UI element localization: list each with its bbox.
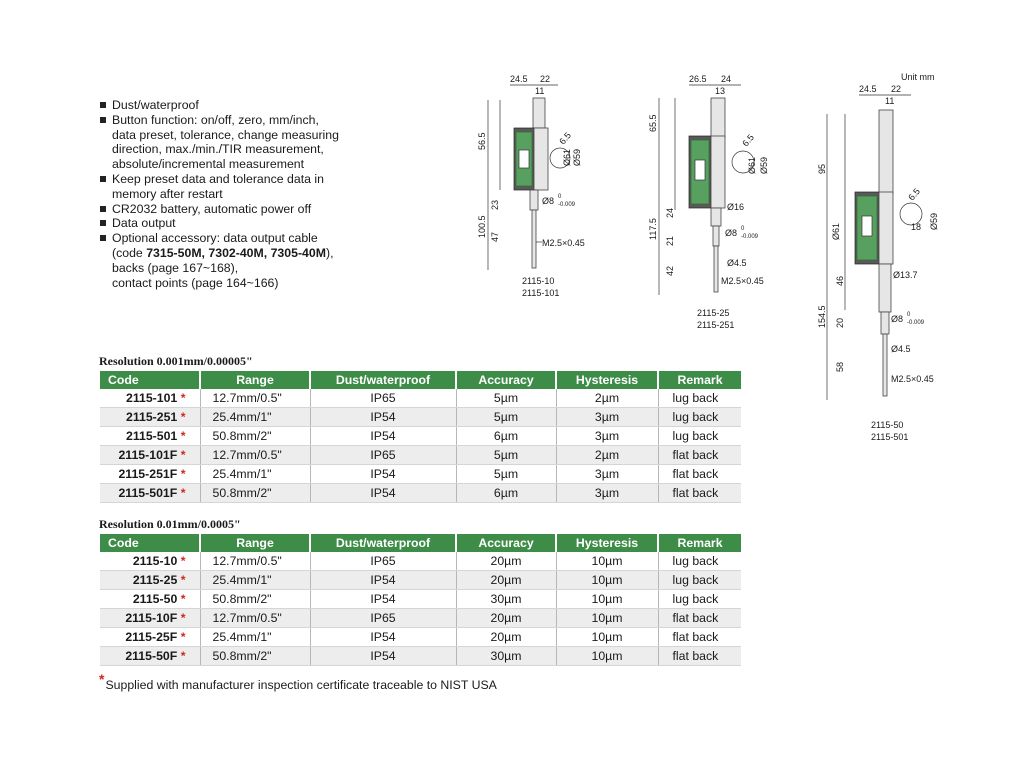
certificate-star: * — [180, 467, 186, 481]
table-row — [100, 389, 741, 408]
column-header: Code — [100, 534, 200, 552]
feature-line — [112, 231, 419, 246]
accuracy-cell: 20µm — [456, 609, 556, 628]
feature-text: Button function: on/off, zero, mm/inch, — [112, 112, 319, 127]
range-cell: 12.7mm/0.5" — [200, 552, 310, 571]
dim-h1: 56.5 — [477, 132, 487, 150]
table-row — [100, 609, 741, 628]
feature-text: Dust/waterproof — [112, 98, 199, 112]
dim-back: 6.5 — [906, 186, 923, 203]
dim-h2: 100.5 — [477, 215, 487, 238]
certificate-star: * — [180, 429, 186, 443]
hysteresis-cell: 10µm — [556, 571, 658, 590]
certificate-star: * — [180, 649, 186, 663]
table-header-row — [100, 371, 741, 389]
hysteresis-cell: 10µm — [556, 552, 658, 571]
ip-cell: IP54 — [310, 628, 456, 647]
dim-face: Ø59 — [929, 212, 939, 230]
resolution-title: Resolution 0.01mm/0.0005" — [99, 517, 241, 531]
dim-h5: 42 — [665, 265, 675, 276]
accuracy-cell: 30µm — [456, 647, 556, 666]
dim-top-b: 22 — [891, 84, 902, 94]
ip-cell: IP54 — [310, 571, 456, 590]
feature-text: data preset, tolerance, change measuring — [112, 127, 339, 142]
table-row — [100, 647, 741, 666]
remark-cell: flat back — [658, 465, 741, 484]
feature-line — [112, 246, 419, 261]
dim-h2: 117.5 — [648, 218, 658, 240]
remark-cell: lug back — [658, 389, 741, 408]
dim-back: 6.5 — [557, 130, 574, 147]
dim-thread: M2.5×0.45 — [542, 238, 585, 248]
hysteresis-cell: 10µm — [556, 647, 658, 666]
unit-label: Unit mm — [901, 72, 935, 82]
certificate-star: * — [180, 410, 186, 424]
column-header: Accuracy — [456, 371, 556, 389]
dim-top-a: 24.5 — [859, 84, 877, 94]
dim-face: Ø59 — [759, 156, 769, 174]
dim-tol-top: 0 — [907, 312, 911, 318]
ip-cell: IP65 — [310, 609, 456, 628]
dimension-drawing-2 — [645, 70, 780, 335]
dim-thread: M2.5×0.45 — [891, 374, 934, 384]
hysteresis-cell: 3µm — [556, 465, 658, 484]
dim-h3: 24 — [665, 207, 675, 218]
dim-body: Ø61 — [562, 148, 572, 166]
certificate-star: * — [180, 611, 186, 625]
drawing-label-2: 2115-251 — [697, 320, 735, 330]
accessory-codes: 7315-50M, 7302-40M, 7305-40M — [146, 245, 326, 260]
certificate-star: * — [180, 448, 186, 462]
accuracy-cell: 5µm — [456, 389, 556, 408]
column-header: Remark — [658, 371, 741, 389]
feature-text: memory after restart — [112, 186, 223, 201]
dim-tip: Ø4.5 — [727, 258, 747, 268]
table-row — [100, 408, 741, 427]
code-cell — [100, 389, 200, 408]
column-header: Code — [100, 371, 200, 389]
feature-line — [112, 157, 419, 172]
product-code: 2115-25 — [132, 573, 178, 587]
column-header: Range — [200, 534, 310, 552]
product-code: 2115-251 — [125, 410, 178, 424]
ip-cell: IP54 — [310, 484, 456, 503]
feature-item — [99, 113, 419, 172]
feature-line — [112, 187, 419, 202]
hysteresis-cell: 3µm — [556, 427, 658, 446]
range-cell: 12.7mm/0.5" — [200, 446, 310, 465]
product-code: 2115-501F — [118, 486, 178, 500]
hysteresis-cell: 2µm — [556, 389, 658, 408]
feature-text: CR2032 battery, automatic power off — [112, 201, 312, 216]
certificate-star: * — [180, 486, 186, 500]
certificate-star: * — [180, 391, 186, 405]
feature-text: direction, max./min./TIR measurement, — [112, 142, 324, 157]
hysteresis-cell: 3µm — [556, 408, 658, 427]
hysteresis-cell: 10µm — [556, 628, 658, 647]
drawing-label-2: 2115-101 — [522, 288, 560, 298]
accuracy-cell: 6µm — [456, 427, 556, 446]
ip-cell: IP65 — [310, 389, 456, 408]
drawing-label-1: 2115-50 — [871, 420, 904, 430]
table-header-row — [100, 534, 741, 552]
column-header: Hysteresis — [556, 534, 658, 552]
dim-back: 6.5 — [740, 132, 757, 149]
dim-tol-bot: -0.009 — [741, 234, 759, 240]
code-cell — [100, 628, 200, 647]
feature-item — [99, 98, 419, 113]
certificate-star: * — [180, 630, 186, 644]
dim-tol-bot: -0.009 — [558, 202, 576, 208]
table-row — [100, 552, 741, 571]
remark-cell: flat back — [658, 446, 741, 465]
range-cell: 12.7mm/0.5" — [200, 389, 310, 408]
hysteresis-cell: 10µm — [556, 590, 658, 609]
remark-cell: flat back — [658, 647, 741, 666]
footnote-text: Supplied with manufacturer inspection certificate traceable to NIST USA — [105, 678, 497, 692]
dim-tol-top: 0 — [741, 226, 745, 232]
dim-h4: 20 — [835, 317, 845, 328]
drawing-label-2: 2115-501 — [871, 432, 909, 442]
feature-text: (code — [112, 245, 147, 260]
spec-table-fine — [100, 371, 741, 503]
remark-cell: lug back — [658, 590, 741, 609]
ip-cell: IP54 — [310, 465, 456, 484]
code-cell — [100, 446, 200, 465]
remark-cell: flat back — [658, 628, 741, 647]
dim-body: Ø61 — [831, 222, 841, 240]
remark-cell: lug back — [658, 427, 741, 446]
table-row — [100, 446, 741, 465]
remark-cell: flat back — [658, 484, 741, 503]
product-code: 2115-50F — [125, 649, 178, 663]
code-cell — [100, 484, 200, 503]
dim-top-b: 22 — [540, 74, 551, 84]
drawing-label-1: 2115-10 — [522, 276, 555, 286]
table-row — [100, 590, 741, 609]
dim-top-a: 26.5 — [689, 74, 707, 84]
dim-h3: 46 — [835, 275, 845, 286]
feature-list — [99, 98, 419, 290]
dimension-drawing-1 — [470, 70, 600, 310]
feature-line — [112, 261, 419, 276]
dim-tol-bot: -0.009 — [907, 320, 925, 326]
accuracy-cell: 20µm — [456, 552, 556, 571]
range-cell: 50.8mm/2" — [200, 647, 310, 666]
accuracy-cell: 5µm — [456, 446, 556, 465]
dim-h5: 58 — [835, 361, 845, 372]
dim-cap: 11 — [535, 86, 545, 96]
ip-cell: IP54 — [310, 590, 456, 609]
feature-text: Data output — [112, 216, 176, 231]
remark-cell: lug back — [658, 571, 741, 590]
hysteresis-cell: 10µm — [556, 609, 658, 628]
dim-top-a: 24.5 — [510, 74, 528, 84]
accuracy-cell: 30µm — [456, 590, 556, 609]
range-cell: 50.8mm/2" — [200, 590, 310, 609]
ip-cell: IP54 — [310, 647, 456, 666]
dim-stem: Ø8 — [542, 196, 555, 206]
range-cell: 50.8mm/2" — [200, 484, 310, 503]
remark-cell: lug back — [658, 552, 741, 571]
dim-stem: Ø8 — [891, 314, 904, 324]
dim-cap: 13 — [715, 86, 726, 96]
feature-item — [99, 216, 419, 231]
accuracy-cell: 20µm — [456, 571, 556, 590]
dim-h4: 47 — [490, 231, 500, 242]
table-row — [100, 571, 741, 590]
column-header: Dust/waterproof — [310, 371, 456, 389]
dim-mid: Ø16 — [727, 202, 745, 212]
code-cell — [100, 647, 200, 666]
range-cell: 25.4mm/1" — [200, 408, 310, 427]
feature-line — [112, 98, 419, 113]
ip-cell: IP54 — [310, 408, 456, 427]
hysteresis-cell: 2µm — [556, 446, 658, 465]
accuracy-cell: 5µm — [456, 465, 556, 484]
feature-text: Optional accessory: data output cable — [112, 231, 318, 246]
feature-line — [112, 113, 419, 128]
dim-tol-top: 0 — [558, 194, 562, 200]
feature-text: backs (page 167~168), — [112, 260, 239, 275]
code-cell — [100, 465, 200, 484]
column-header: Remark — [658, 534, 741, 552]
ip-cell: IP54 — [310, 427, 456, 446]
feature-item — [99, 202, 419, 217]
accuracy-cell: 5µm — [456, 408, 556, 427]
feature-line — [112, 128, 419, 143]
footnote-star: * — [99, 671, 105, 687]
range-cell: 12.7mm/0.5" — [200, 609, 310, 628]
feature-item — [99, 231, 419, 290]
feature-line — [112, 172, 419, 187]
dim-body: Ø61 — [747, 156, 757, 174]
column-header: Accuracy — [456, 534, 556, 552]
dim-h4: 21 — [665, 235, 675, 246]
product-code: 2115-10 — [132, 554, 178, 568]
range-cell: 25.4mm/1" — [200, 628, 310, 647]
remark-cell: lug back — [658, 408, 741, 427]
certificate-star: * — [180, 592, 186, 606]
product-code: 2115-501 — [125, 429, 178, 443]
feature-line — [112, 202, 419, 217]
dim-h1: 65.5 — [648, 114, 658, 132]
product-code: 2115-10F — [125, 611, 178, 625]
code-cell — [100, 408, 200, 427]
range-cell: 25.4mm/1" — [200, 465, 310, 484]
dimension-drawing-3 — [815, 70, 990, 445]
code-cell — [100, 609, 200, 628]
dim-h3: 23 — [490, 199, 500, 210]
table-row — [100, 484, 741, 503]
product-code: 2115-50 — [132, 592, 178, 606]
product-code: 2115-25F — [125, 630, 178, 644]
dim-tip: Ø4.5 — [891, 344, 911, 354]
code-cell — [100, 552, 200, 571]
drawing-label-1: 2115-25 — [697, 308, 730, 318]
code-cell — [100, 590, 200, 609]
table-row — [100, 465, 741, 484]
feature-text: absolute/incremental measurement — [112, 157, 305, 172]
dim-stem: Ø8 — [725, 228, 738, 238]
feature-text: ), — [325, 245, 334, 260]
feature-text: contact points (page 164~166) — [112, 275, 279, 290]
dim-top-b: 24 — [721, 74, 732, 84]
dim-thread: M2.5×0.45 — [721, 276, 764, 286]
dim-cap: 11 — [885, 96, 895, 106]
accuracy-cell: 20µm — [456, 628, 556, 647]
table-row — [100, 427, 741, 446]
resolution-title: Resolution 0.001mm/0.00005" — [99, 354, 253, 368]
feature-line — [112, 142, 419, 157]
table-row — [100, 628, 741, 647]
dim-face: Ø59 — [572, 148, 582, 166]
feature-line — [112, 276, 419, 291]
dim-mid: Ø13.7 — [893, 270, 918, 280]
code-cell — [100, 571, 200, 590]
feature-text: Keep preset data and tolerance data in — [112, 171, 324, 186]
spec-table-standard — [100, 534, 741, 666]
feature-item — [99, 172, 419, 202]
range-cell: 25.4mm/1" — [200, 571, 310, 590]
remark-cell: flat back — [658, 609, 741, 628]
accuracy-cell: 6µm — [456, 484, 556, 503]
column-header: Range — [200, 371, 310, 389]
dim-h1: 95 — [817, 163, 827, 174]
ip-cell: IP65 — [310, 446, 456, 465]
column-header: Hysteresis — [556, 371, 658, 389]
column-header: Dust/waterproof — [310, 534, 456, 552]
feature-line — [112, 216, 419, 231]
code-cell — [100, 427, 200, 446]
product-code: 2115-101F — [118, 448, 178, 462]
certificate-star: * — [180, 554, 186, 568]
dim-h2: 154.5 — [817, 305, 827, 328]
footnote — [99, 671, 497, 692]
product-code: 2115-251F — [118, 467, 178, 481]
dim-side: 18 — [911, 222, 922, 232]
hysteresis-cell: 3µm — [556, 484, 658, 503]
ip-cell: IP65 — [310, 552, 456, 571]
range-cell: 50.8mm/2" — [200, 427, 310, 446]
certificate-star: * — [180, 573, 186, 587]
product-code: 2115-101 — [125, 391, 178, 405]
